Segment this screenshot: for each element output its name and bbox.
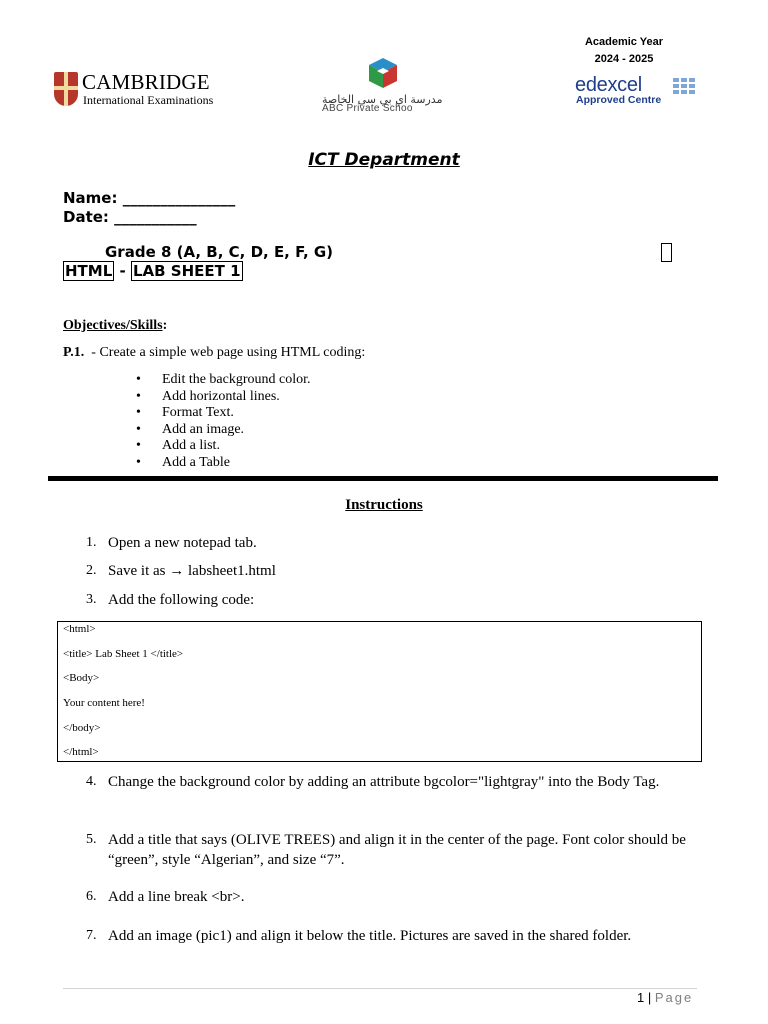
code-line: <Body>	[63, 672, 100, 684]
instruction-step: 3. Add the following code:	[86, 592, 255, 608]
code-line: <title> Lab Sheet 1 </title>	[63, 648, 184, 660]
section-divider	[48, 476, 718, 481]
heading-dash: -	[114, 262, 131, 280]
page-label: Page	[654, 990, 694, 1005]
edexcel-logo-text: edexcel	[575, 74, 642, 96]
list-item: • Add horizontal lines.	[136, 389, 311, 406]
cambridge-logo-subtitle: International Examinations	[83, 93, 214, 107]
instruction-step: 4. Change the background color by adding an attribute bgcolor="lightgray" into the Body Tag.	[86, 774, 660, 790]
instructions-heading: Instructions	[345, 497, 423, 513]
cambridge-logo-title: CAMBRIDGE	[82, 70, 210, 94]
instruction-step: 7. Add an image (pic1) and align it below the title. Pictures are saved in the shared folder.	[86, 928, 632, 944]
html-label: HTML	[65, 262, 113, 280]
list-item: • Add a list.	[136, 438, 311, 455]
code-line: </html>	[63, 746, 99, 758]
objectives-heading: Objectives/Skills:	[63, 318, 168, 333]
lab-sheet-heading	[63, 262, 243, 280]
date-field: Date: ___________	[63, 208, 197, 226]
cambridge-crest-icon	[54, 72, 78, 106]
school-name: ABC Private Schoo	[322, 103, 413, 114]
list-item: • Add a Table	[136, 455, 311, 472]
instruction-step: 1. Open a new notepad tab.	[86, 535, 257, 551]
instruction-step: 2. Save it as → labsheet1.html	[86, 563, 276, 579]
instruction-step: 5. Add a title that says (OLIVE TREES) and align it in the center of the page. Font color should be “green”, style “Algerian”, and size “7”.	[86, 832, 686, 868]
edexcel-grid-icon	[673, 78, 695, 94]
grade-line: Grade 8 (A, B, C, D, E, F, G)	[105, 243, 334, 261]
abc-school-logo-icon	[359, 56, 407, 94]
department-title: ICT Department	[308, 150, 460, 170]
school-name-arabic: مدرسة اي بي سي الخاصة	[322, 93, 443, 106]
instruction-step: 6. Add a line break <br>.	[86, 889, 245, 905]
academic-year-label: Academic Year	[584, 36, 664, 48]
objectives-list	[136, 372, 311, 471]
list-item: • Edit the background color.	[136, 372, 311, 389]
code-line: <html>	[63, 623, 96, 635]
code-line: </body>	[63, 722, 101, 734]
checkbox-glyph-icon	[661, 243, 672, 262]
list-item: • Add an image.	[136, 422, 311, 439]
code-block	[57, 621, 702, 762]
name-field: Name: _______________	[63, 189, 236, 207]
academic-year	[580, 34, 668, 68]
page-number: 1	[637, 990, 645, 1005]
objective-p1: P.1. - Create a simple web page using HTML coding:	[63, 345, 366, 360]
footer-divider	[63, 988, 697, 989]
list-item: • Format Text.	[136, 405, 311, 422]
academic-year-value: 2024 - 2025	[594, 53, 654, 65]
code-line: Your content here!	[63, 697, 145, 709]
lab-sheet-label: LAB SHEET 1	[132, 262, 241, 280]
edexcel-approved-centre: Approved Centre	[576, 94, 662, 106]
page-footer: 1 | Page	[637, 990, 694, 1005]
